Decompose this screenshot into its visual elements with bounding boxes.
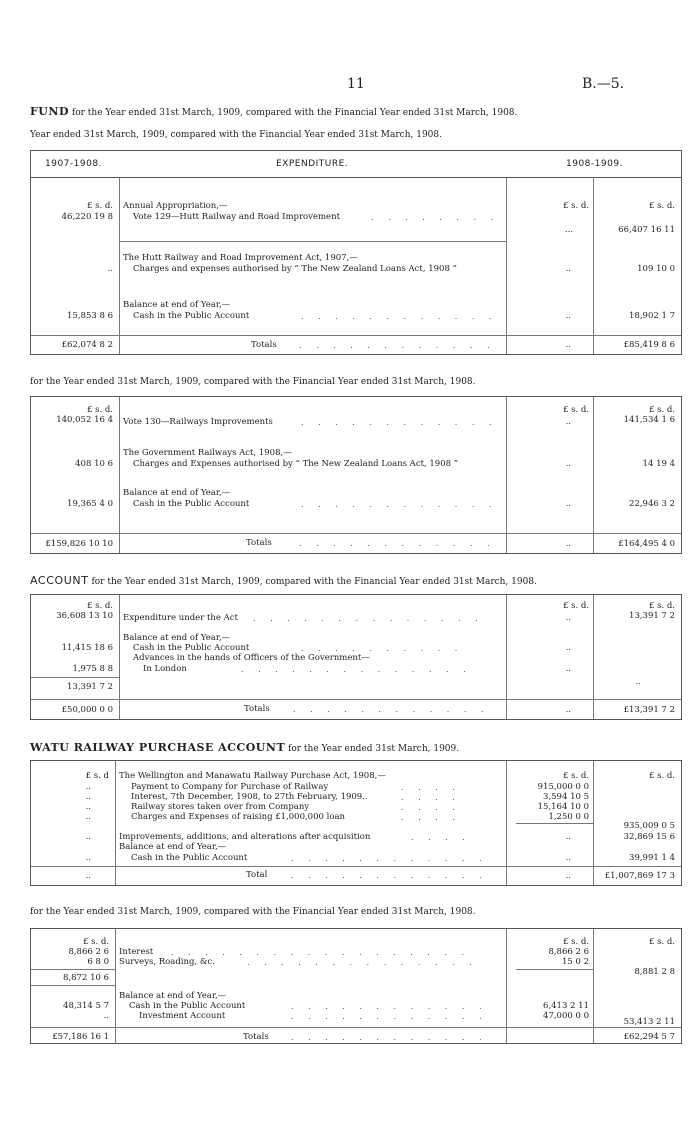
section-title-4-text: for the Year ended 31st March, 1909. (288, 744, 460, 754)
total-value: .. (565, 705, 571, 715)
row-value: .. (565, 613, 571, 623)
row-label: Expenditure under the Act (123, 613, 238, 623)
row-value: .. (565, 417, 571, 427)
section-title-1 (30, 105, 517, 118)
row-label: Payment to Company for Purchase of Railway (131, 782, 329, 792)
row-value: 15,164 10 0 (537, 802, 589, 812)
row-value: 53,413 2 11 (623, 1017, 675, 1027)
row-value: .. (565, 664, 571, 674)
row-value: 15 0 2 (561, 957, 589, 967)
row-label: Annual Appropriation,— (123, 201, 228, 211)
row-label: Balance at end of Year,— (123, 300, 231, 310)
table-account: £ s. d. £ s. d. £ s. d. 36,608 13 10 Expenditure under the Act . . . . . . . . . . . . . . .. 13,391 7 2 Balance at end of Year,— 11,415 18 6 Cash in the Public Account . . . . . . . . . . .. Advances in the hands of Officers of the Government— 1,975 8 8 In London . . . . . . . . . . . . . . .. 13,391 7 2 .. £50,000 0 0 Totals . . . . . . . . . . . . .. £13,391 7 2 (30, 594, 682, 720)
row-value: .. (565, 643, 571, 653)
section-title-4-bold: WATU RAILWAY PURCHASE ACCOUNT (30, 741, 286, 754)
row-label: Improvements, additions, and alterations after acquisition (119, 832, 371, 842)
table-hutt-railway: 1907-1908. EXPENDITURE. 1908-1909. £ s. d. £ s. d. £ s. d. 46,220 19 8 Annual Appropriation,— Vote 129—Hutt Railway and Road Improvement . . . . . . . . ... 66,407 16 11 .. The Hutt Railway and Road Improvement Act, 1907,— Charges and expenses authorised by “ The New Zealand Loans Act, 1908 ” .. 109 10 0 15,853 8 6 Balance at end of Year,— Cash in the Public Account . . . . . . . . . . . . .. 18,902 1 7 £62,074 8 2 Totals . . . . . . . . . . . . .. £85,419 8 6 (30, 150, 682, 355)
unit-label: £ s. d. (648, 405, 675, 415)
row-value: .. (565, 311, 571, 321)
row-label: Cash in the Public Account (129, 1001, 246, 1011)
unit-label: £ s. d. (648, 601, 675, 611)
row-value: .. (85, 871, 91, 881)
row-value: 13,391 7 2 (67, 682, 113, 692)
row-label: Cash in the Public Account (133, 311, 250, 321)
row-label: Surveys, Roading, &c. (119, 957, 215, 967)
section-title-5: for the Year ended 31st March, 1909, compared with the Financial Year ended 31st March, 1908. (30, 907, 476, 917)
total-label: Total (246, 870, 268, 880)
row-label: The Government Railways Act, 1908,— (123, 448, 292, 458)
row-value: 39,991 1 4 (629, 853, 675, 863)
row-value: 3,594 10 5 (543, 792, 589, 802)
subtotal-value: 8,881 2 8 (634, 967, 675, 977)
row-value: 6,413 2 11 (543, 1001, 589, 1011)
section-title-3 (30, 574, 537, 587)
row-value: 1,975 8 8 (72, 664, 113, 674)
row-value: .. (103, 1011, 109, 1021)
row-label: Interest (119, 947, 154, 957)
total-value: .. (565, 340, 571, 350)
section-title-1-bold: FUND (30, 105, 69, 118)
row-value: 109 10 0 (637, 264, 675, 274)
total-value: £1,007,869 17 3 (604, 871, 675, 881)
section-title-3-bold: ACCOUNT (30, 574, 89, 587)
row-value: 14 19 4 (642, 459, 675, 469)
row-value: 15,853 8 6 (67, 311, 113, 321)
unit-label: £ s. d. (562, 201, 589, 211)
unit-label: £ s. d. (86, 405, 113, 415)
row-label: Charges and Expenses of raising £1,000,000 loan (131, 812, 345, 822)
row-value: .. (85, 792, 91, 802)
row-value: 408 10 6 (75, 459, 113, 469)
section-title-4 (30, 741, 459, 754)
section-title-2: for the Year ended 31st March, 1909, compared with the Financial Year ended 31st March, 1908. (30, 377, 476, 387)
column-header-expenditure: EXPENDITURE. (276, 159, 349, 169)
row-value: 8,866 2 6 (68, 947, 109, 957)
row-label: Vote 130—Railways Improvements (123, 417, 273, 427)
total-value: £62,294 5 7 (623, 1032, 675, 1042)
row-value: 140,052 16 4 (56, 415, 113, 425)
unit-label: £ s. d (85, 771, 109, 781)
table-interest-account: £ s. d. £ s. d. £ s. d. 8,866 2 6 Interest . . . . . . . . . . . . . . . . . . 8,866 2 6 6 8 0 Surveys, Roading, &c. . . . . . . . . . . . . . . 15 0 2 8,872 10 6 8,881 2 8 Balance at end of Year,— 48,314 5 7 Cash in the Public Account . . . . . . . . . . . . 6,413 2 11 .. Investment Account . . . . . . . . . . . . 47,000 0 0 53,413 2 11 £57,186 16 1 Totals . . . . . . . . . . . . £62,294 5 7 (30, 928, 682, 1044)
row-label: Charges and expenses authorised by “ The New Zealand Loans Act, 1908 ” (133, 264, 457, 274)
row-value: 32,869 15 6 (623, 832, 675, 842)
unit-label: £ s. d. (82, 937, 109, 947)
row-label: Balance at end of Year,— (119, 991, 227, 1001)
table-railways-improvements: £ s. d. £ s. d. £ s. d. 140,052 16 4 Vote 130—Railways Improvements . . . . . . . . . . . . .. 141,534 1 6 408 10 6 The Government Railways Act, 1908,— Charges and Expenses authorised by “ The New Zealand Loans Act, 1908 ” .. 14 19 4 19,365 4 0 Balance at end of Year,— Cash in the Public Account . . . . . . . . . . . . .. 22,946 3 2 £159,826 10 10 Totals . . . . . . . . . . . . .. £164,495 4 0 (30, 396, 682, 554)
section-title-1-text: for the Year ended 31st March, 1909, compared with the Financial Year ended 31st March, 1908. (71, 108, 518, 118)
row-value: ... (564, 225, 573, 235)
column-header-1908: 1908-1909. (566, 159, 623, 169)
column-header-1907: 1907-1908. (45, 159, 102, 169)
row-label: Interest, 7th December, 1908, to 27th February, 1909.. (131, 792, 368, 802)
unit-label: £ s. d. (648, 771, 675, 781)
row-value: .. (85, 782, 91, 792)
total-value: .. (565, 871, 571, 881)
total-value: £62,074 8 2 (61, 340, 113, 350)
row-value: .. (85, 853, 91, 863)
row-value: 47,000 0 0 (543, 1011, 589, 1021)
row-label: Charges and Expenses authorised by “ The New Zealand Loans Act, 1908 ” (133, 459, 459, 469)
table-header (31, 151, 681, 178)
section-title-3-text: for the Year ended 31st March, 1909, compared with the Financial Year ended 31st March, 1908. (91, 577, 537, 587)
row-value: 11,415 18 6 (61, 643, 113, 653)
row-value: 46,220 19 8 (61, 212, 113, 222)
row-label: In London (143, 664, 187, 674)
page-number: 11 (347, 76, 365, 92)
total-value: £159,826 10 10 (45, 539, 113, 549)
total-value: £13,391 7 2 (623, 705, 675, 715)
row-value: 1,250 0 0 (548, 812, 589, 822)
row-value: 915,000 0 0 (537, 782, 589, 792)
total-label: Totals (244, 704, 270, 714)
row-value: 19,365 4 0 (67, 499, 113, 509)
row-label: The Wellington and Manawatu Railway Purchase Act, 1908,— (119, 771, 386, 781)
row-label: Railway stores taken over from Company (131, 802, 310, 812)
row-value: .. (85, 812, 91, 822)
row-value: .. (565, 264, 571, 274)
row-value: .. (565, 853, 571, 863)
total-value: £164,495 4 0 (618, 539, 675, 549)
row-value: .. (565, 832, 571, 842)
row-value: .. (565, 499, 571, 509)
row-label: Vote 129—Hutt Railway and Road Improvement (133, 212, 340, 222)
row-value: 36,608 13 10 (56, 611, 113, 621)
table-watu-railway-purchase: £ s. d £ s. d. £ s. d. The Wellington and Manawatu Railway Purchase Act, 1908,— .. Payment to Company for Purchase of Railway 915,000 0 0 .. Interest, 7th December, 1908, to 27th February, 1909.. 3,594 10 5 .. Railway stores taken over from Company 15,164 10 0 .. Charges and Expenses of raising £1,000,000 loan 1,250 0 0 . . . . . . . . . . . . . . . . 935,009 0 5 .. Improvements, additions, and alterations after acquisition . . . . .. 32,869 15 6 Balance at end of Year,— .. Cash in the Public Account . . . . . . . . . . . . .. 39,991 1 4 .. Total . . . . . . . . . . . . .. £1,007,869 17 3 (30, 760, 682, 886)
unit-label: £ s. d. (648, 937, 675, 947)
row-value: 66,407 16 11 (618, 225, 675, 235)
row-value: .. (85, 802, 91, 812)
total-label: Totals (246, 538, 272, 548)
row-label: Cash in the Public Account (131, 853, 248, 863)
row-value: 18,902 1 7 (629, 311, 675, 321)
unit-label: £ s. d. (562, 601, 589, 611)
subtotal-value: 935,009 0 5 (623, 821, 675, 831)
row-value: 22,946 3 2 (629, 499, 675, 509)
total-label: Totals (251, 340, 277, 350)
row-value: 8,866 2 6 (548, 947, 589, 957)
row-value: .. (107, 264, 113, 274)
row-label: Balance at end of Year,— (119, 842, 227, 852)
row-label: Balance at end of Year,— (123, 488, 231, 498)
subtotal-value: 8,872 10 6 (63, 973, 109, 983)
row-label: Cash in the Public Account (133, 643, 250, 653)
row-label: Advances in the hands of Officers of the Government— (133, 653, 370, 663)
row-value: .. (85, 832, 91, 842)
row-value: 141,534 1 6 (623, 415, 675, 425)
total-value: £57,186 16 1 (52, 1032, 109, 1042)
unit-label: £ s. d. (562, 405, 589, 415)
total-value: £85,419 8 6 (623, 340, 675, 350)
unit-label: £ s. d. (562, 771, 589, 781)
row-label: The Hutt Railway and Road Improvement Act, 1907,— (123, 253, 358, 263)
row-value: 6 8 0 (87, 957, 109, 967)
row-label: Cash in the Public Account (133, 499, 250, 509)
total-value: £50,000 0 0 (61, 705, 113, 715)
unit-label: £ s. d. (648, 201, 675, 211)
section-subtitle-1: Year ended 31st March, 1909, compared with the Financial Year ended 31st March, 1908. (30, 130, 442, 140)
unit-label: £ s. d. (86, 201, 113, 211)
total-label: Totals (243, 1032, 269, 1042)
unit-label: £ s. d. (86, 601, 113, 611)
row-value: 48,314 5 7 (63, 1001, 109, 1011)
row-value: .. (635, 677, 641, 687)
row-label: Balance at end of Year,— (123, 633, 231, 643)
row-value: .. (565, 459, 571, 469)
row-label: Investment Account (139, 1011, 226, 1021)
total-value: .. (565, 539, 571, 549)
unit-label: £ s. d. (562, 937, 589, 947)
row-value: 13,391 7 2 (629, 611, 675, 621)
document-reference: B.—5. (582, 76, 625, 92)
